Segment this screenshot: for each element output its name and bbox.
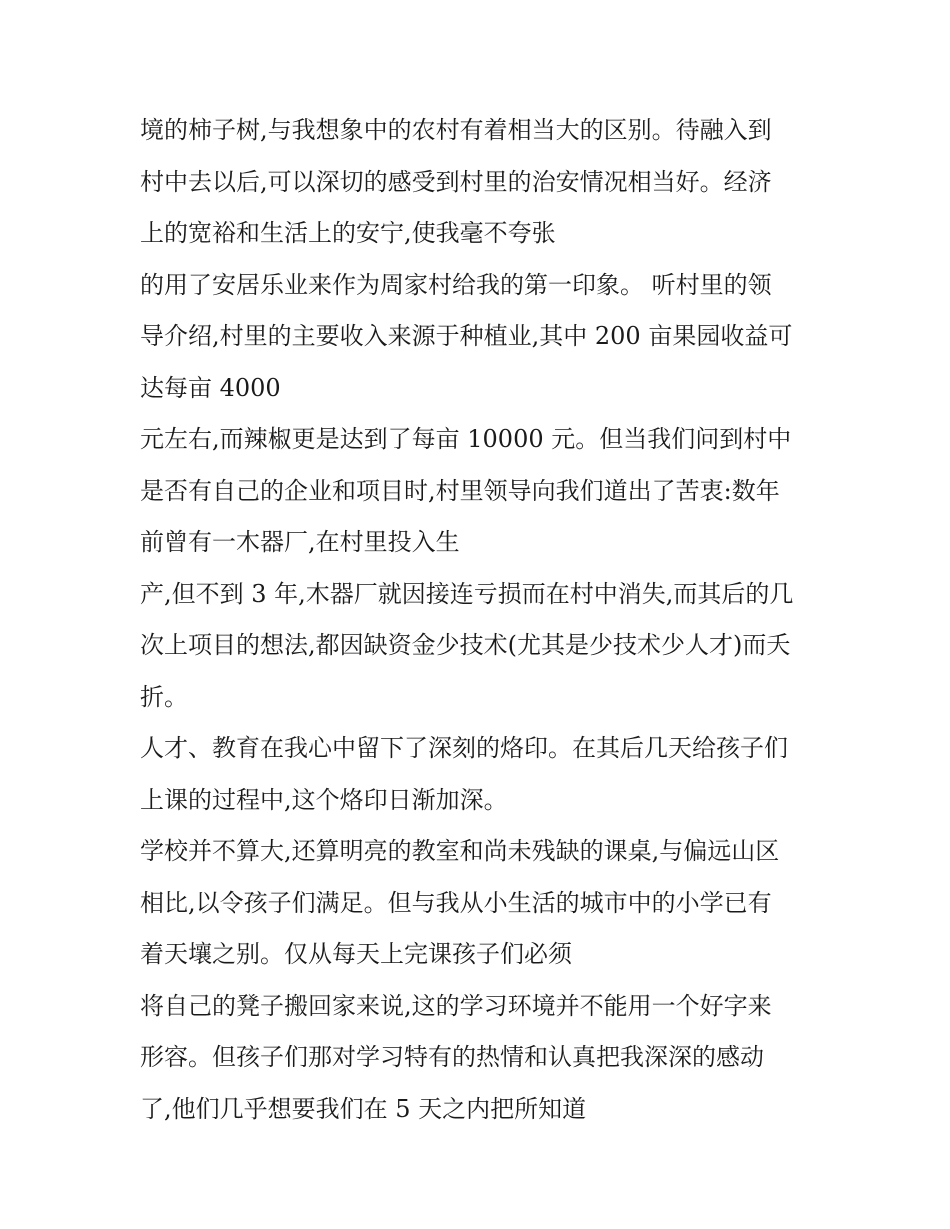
- text-line: 相比,以令孩子们满足。但与我从小生活的城市中的小学已有: [140, 888, 772, 917]
- text-line: 上课的过程中,这个烙印日渐加深。: [140, 785, 508, 814]
- text-line: 的用了安居乐业来作为周家村给我的第一印象。 听村里的领: [140, 270, 772, 299]
- text-line: 导介绍,村里的主要收入来源于种植业,其中 200 亩果园收益可: [140, 322, 793, 350]
- text-line: 前曾有一木器厂,在村里投入生: [140, 528, 460, 556]
- body-text: [140, 105, 830, 1135]
- text-line: 产,但不到 3 年,木器厂就因接连亏损而在村中消失,而其后的几: [140, 579, 794, 608]
- text-line: 上的宽裕和生活上的安宁,使我毫不夸张: [140, 219, 556, 247]
- text-line: 村中去以后,可以深切的感受到村里的治安情况相当好。经济: [140, 167, 772, 196]
- text-line: 折。: [140, 682, 188, 711]
- text-line: 形容。但孩子们那对学习特有的热情和认真把我深深的感动: [140, 1043, 764, 1071]
- text-line: 次上项目的想法,都因缺资金少技术(尤其是少技术少人才)而夭: [140, 631, 791, 659]
- text-line: 境的柿子树,与我想象中的农村有着相当大的区别。待融入到: [140, 116, 772, 144]
- text-line: 学校并不算大,还算明亮的教室和尚未残缺的课桌,与偏远山区: [140, 837, 780, 865]
- text-line: 了,他们几乎想要我们在 5 天之内把所知道: [140, 1094, 587, 1123]
- text-line: 着天壤之别。仅从每天上完课孩子们必须: [140, 940, 572, 968]
- text-line: 达每亩 4000: [140, 373, 281, 402]
- text-line: 人才、教育在我心中留下了深刻的烙印。在其后几天给孩子们: [140, 734, 788, 762]
- text-line: 是否有自己的企业和项目时,村里领导向我们道出了苦衷:数年: [140, 476, 780, 505]
- text-line: 将自己的凳子搬回家来说,这的学习环境并不能用一个好字来: [140, 991, 772, 1020]
- text-line: 元左右,而辣椒更是达到了每亩 10000 元。但当我们问到村中: [140, 425, 792, 453]
